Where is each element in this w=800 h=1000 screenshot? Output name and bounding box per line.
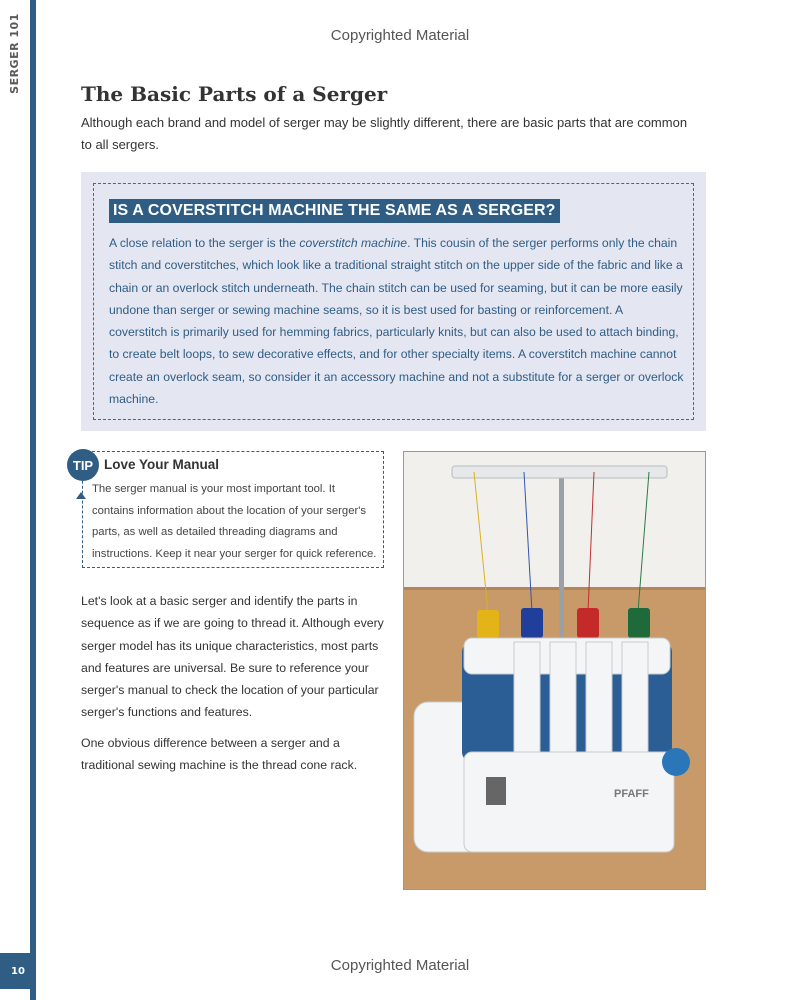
spool-red bbox=[577, 608, 599, 638]
copyright-watermark-bottom: Copyrighted Material bbox=[330, 957, 470, 974]
callout-text-part: . This cousin of the serger performs only the chain stitch and coverstitches, which look like a traditional straight stitch on the upper side of the fabric and like a chain or an overlock stitch underneath. The chain stitch can be used for seaming, but it can be more easily undone than serger or sewing machine seams, so it is best used for basting or reinforcement. A coverstitch is primarily used for hemming fabrics, particularly knits, but can also be used to attach binding, to create belt loops, to sew decorative effects, and for other specialty items. A coverstitch machine cannot create an overlock seam, so consider it an accessory machine and not a substitute for a serger or overlock machine. bbox=[109, 236, 684, 407]
photo-table-edge bbox=[404, 587, 705, 590]
running-head-text: SERGER 101 bbox=[7, 13, 21, 94]
spool-blue bbox=[521, 608, 543, 638]
serger-front-panel bbox=[586, 642, 612, 752]
callout-text-part: A close relation to the serger is the bbox=[109, 236, 300, 250]
handwheel-icon bbox=[662, 748, 690, 776]
serger-front-panel bbox=[514, 642, 540, 752]
callout-box bbox=[81, 172, 706, 431]
callout-text bbox=[109, 232, 684, 410]
tip-badge: TIP bbox=[67, 449, 99, 481]
page-title: The Basic Parts of a Serger bbox=[81, 82, 388, 106]
callout-text-italic: coverstitch machine bbox=[299, 236, 408, 250]
thread-rack-pole bbox=[559, 472, 564, 662]
running-head bbox=[2, 4, 26, 94]
thread-rack-bar bbox=[452, 466, 667, 478]
body-paragraph: Let's look at a basic serger and identify the parts in sequence as if we are going to thread it. Although every serger model has its unique characteristics, most parts and features are universal. Be sure to reference your serger's manual to check the location of your particular serger's functions and features. bbox=[81, 594, 384, 720]
copyright-watermark-top: Copyrighted Material bbox=[330, 27, 470, 44]
callout-heading: IS A COVERSTITCH MACHINE THE SAME AS A SERGER? bbox=[109, 199, 560, 223]
serger-front-panel bbox=[622, 642, 648, 752]
spool-yellow bbox=[477, 610, 499, 638]
serger-brand-label: PFAFF bbox=[614, 788, 649, 800]
body-paragraph: One obvious difference between a serger and a traditional sewing machine is the thread cone rack. bbox=[81, 735, 358, 773]
serger-photo bbox=[403, 451, 706, 890]
presser-foot bbox=[486, 777, 506, 805]
tip-text: The serger manual is your most important tool. It contains information about the location of your serger's parts, as well as detailed threading diagrams and instructions. Keep it near your serger for quick reference. bbox=[92, 483, 377, 560]
serger-illustration bbox=[404, 452, 705, 889]
body-text bbox=[81, 590, 386, 784]
tip-arrow-icon bbox=[76, 492, 86, 499]
tip-title: Love Your Manual bbox=[104, 457, 220, 472]
sidebar-accent-bar bbox=[30, 0, 36, 1000]
intro-paragraph: Although each brand and model of serger may be slightly different, there are basic parts that are common to all sergers. bbox=[81, 115, 688, 152]
callout-dashed-frame bbox=[93, 183, 694, 420]
spool-green bbox=[628, 608, 650, 638]
page-number: 10 bbox=[0, 953, 36, 989]
serger-front-panel bbox=[550, 642, 576, 752]
